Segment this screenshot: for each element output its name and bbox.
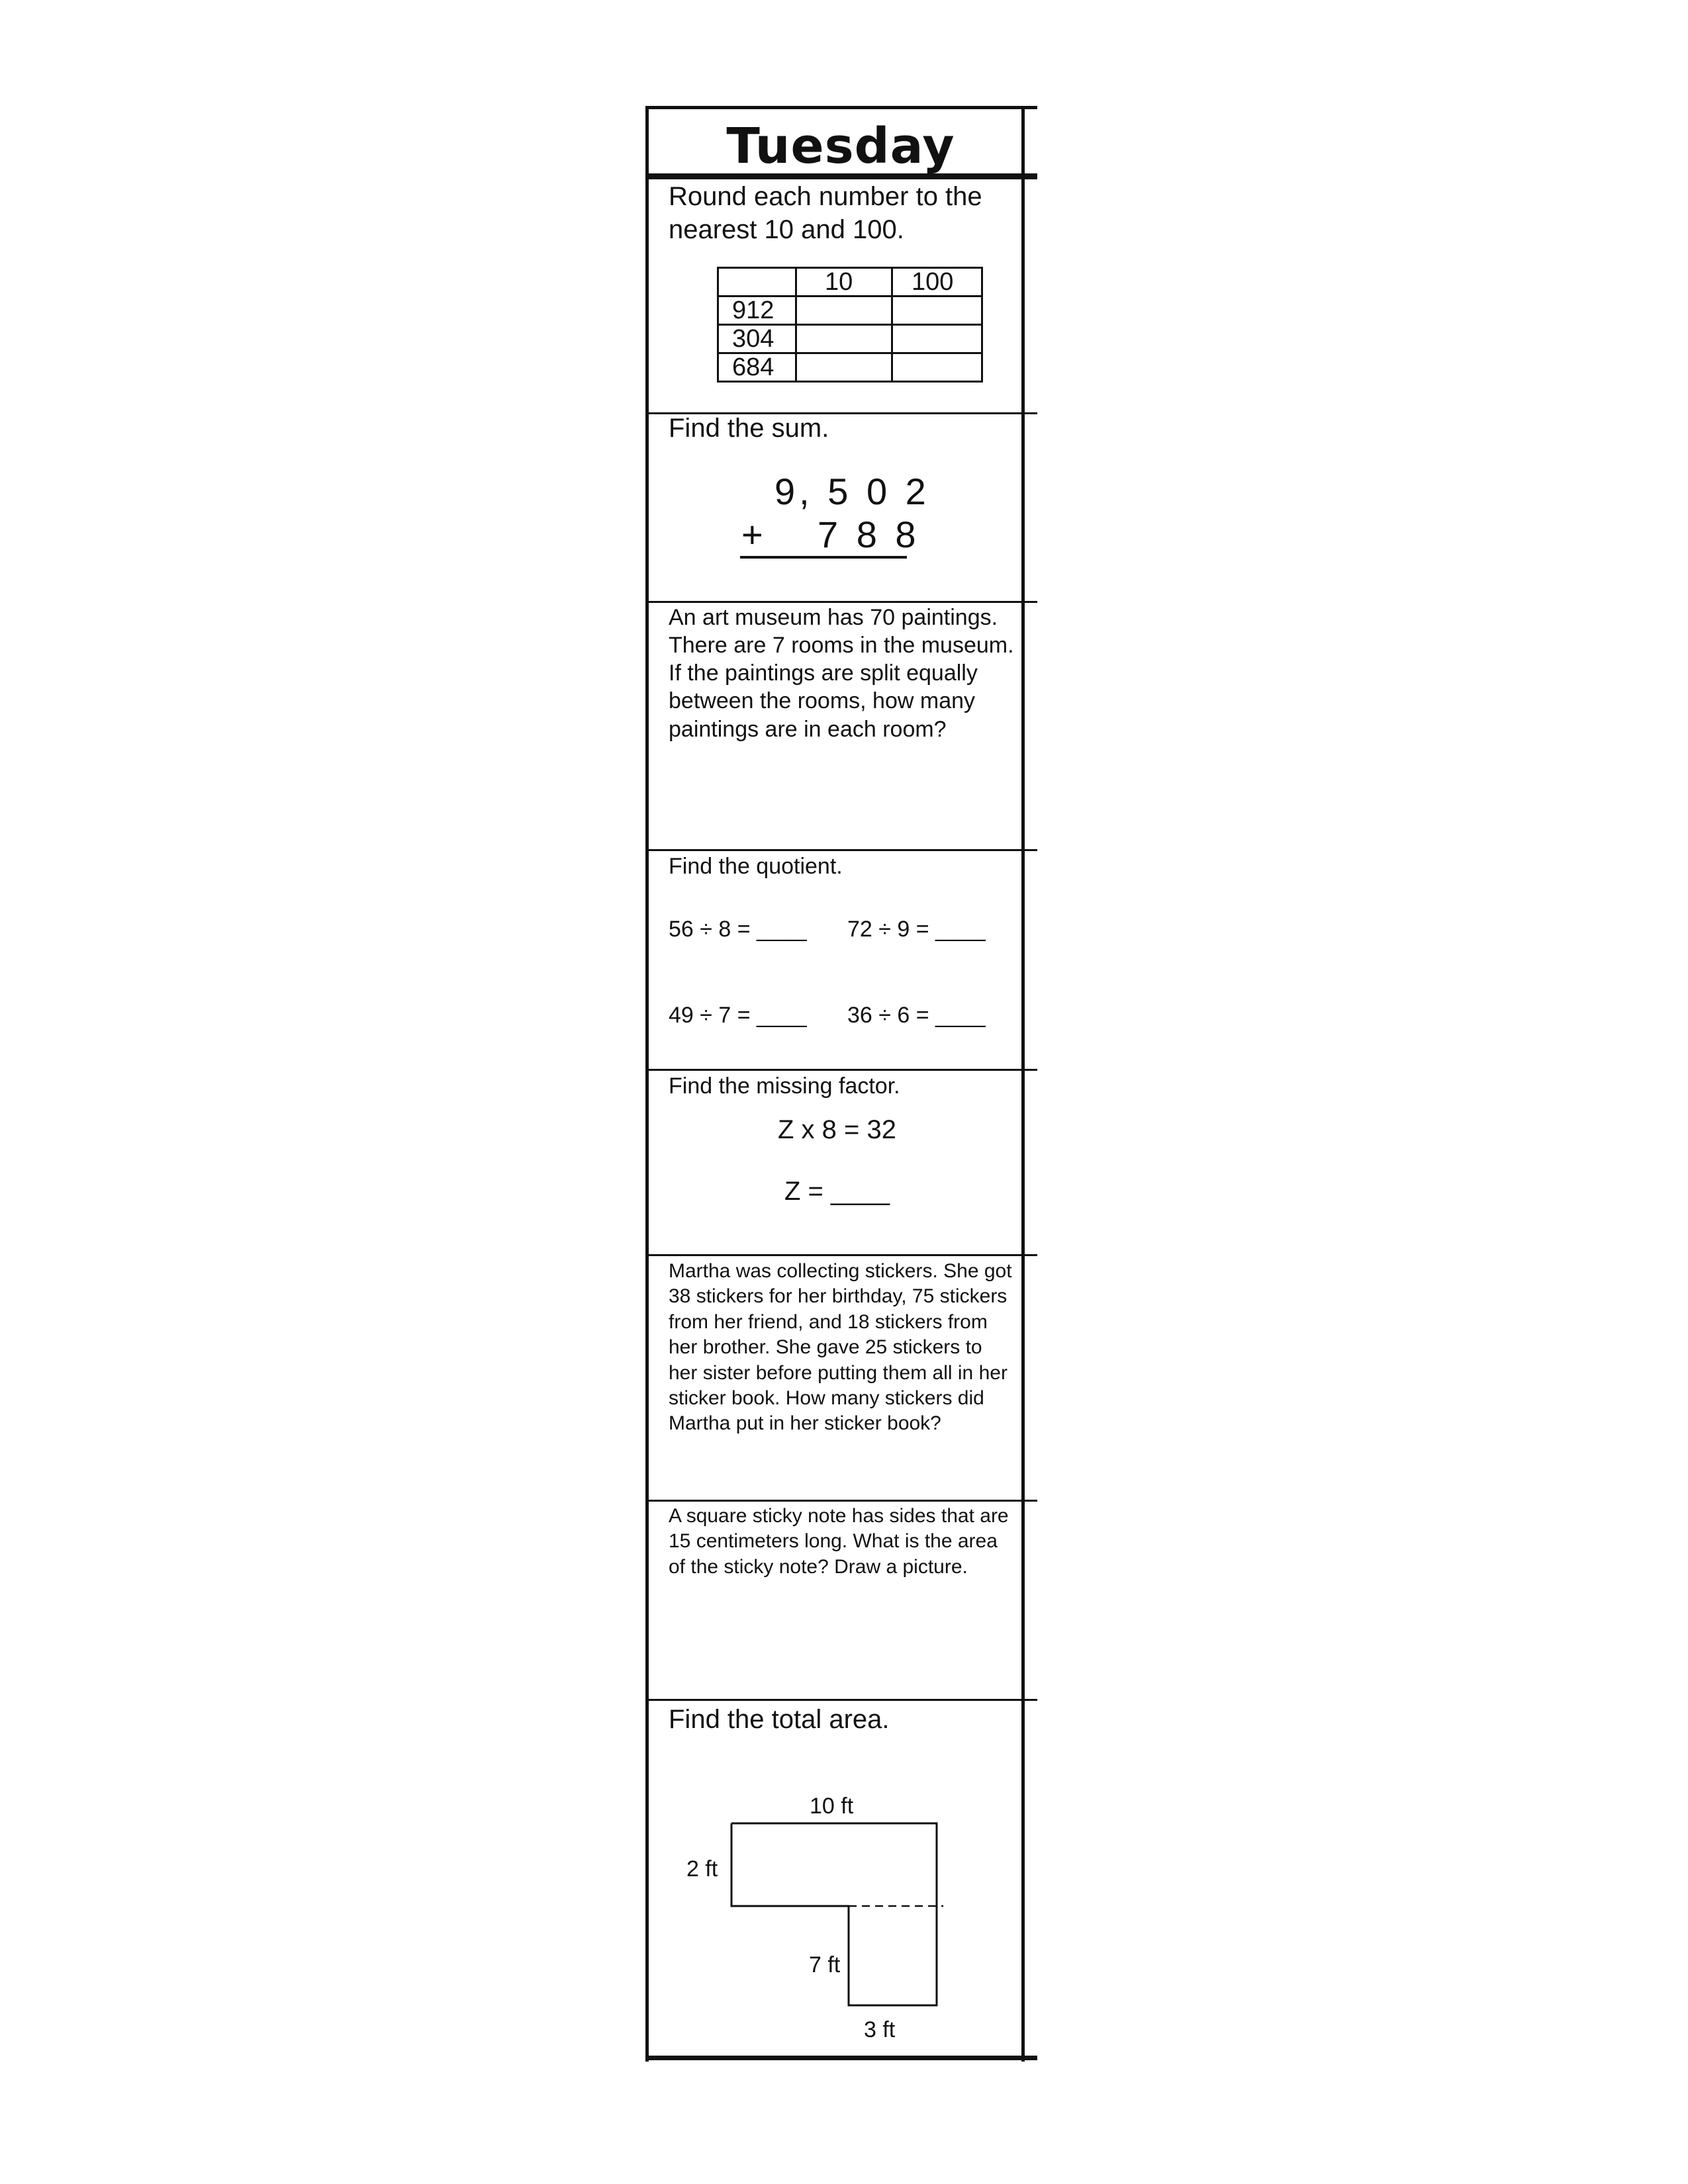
table-cell: 684	[718, 353, 796, 382]
divider-2	[645, 601, 1037, 603]
answer-cell[interactable]	[796, 353, 892, 382]
area-label-left: 2 ft	[686, 1856, 718, 1882]
rounding-prompt: Round each number to the nearest 10 and 100.	[669, 182, 982, 244]
frame-bottom-border	[645, 2056, 1037, 2060]
table-header-cell	[718, 268, 796, 296]
table-row	[718, 325, 982, 353]
answer-cell[interactable]	[892, 296, 982, 325]
quotient-problem-1: 56 ÷ 8 = ____	[669, 917, 807, 942]
sticky-note-problem-text: A square sticky note has sides that are 15 centimeters long. What is the area of the sticky note? Draw a picture.	[669, 1505, 1009, 1578]
factor-answer: Z = ____	[784, 1177, 890, 1206]
divider-5	[645, 1254, 1037, 1256]
area-label-middle: 7 ft	[809, 1952, 841, 1978]
table-cell: 912	[718, 296, 796, 325]
sum-bottom-number: 7 8 8	[818, 514, 920, 555]
frame-left-border	[645, 106, 649, 2062]
sum-underline	[740, 556, 907, 559]
museum-problem-text: An art museum has 70 paintings. There are 7 rooms in the museum. If the paintings are split equally between the rooms, how many paintings are in each room?	[669, 605, 1014, 742]
area-label-bottom: 3 ft	[864, 2017, 896, 2042]
divider-4	[645, 1069, 1037, 1071]
divider-3	[645, 849, 1037, 851]
answer-cell[interactable]	[796, 296, 892, 325]
factor-equation: Z x 8 = 32	[778, 1115, 896, 1144]
answer-cell[interactable]	[796, 325, 892, 353]
area-label-top: 10 ft	[810, 1794, 854, 1819]
table-row	[718, 268, 982, 296]
quotient-problem-4: 36 ÷ 6 = ____	[847, 1003, 986, 1028]
page-title: Tuesday	[726, 118, 955, 175]
quotient-problem-2: 72 ÷ 9 = ____	[847, 917, 986, 942]
answer-cell[interactable]	[892, 353, 982, 382]
factor-prompt: Find the missing factor.	[669, 1073, 900, 1099]
table-header-cell: 10	[796, 268, 892, 296]
frame-top-border	[645, 106, 1037, 109]
table-row	[718, 353, 982, 382]
table-row	[718, 296, 982, 325]
stickers-problem-text: Martha was collecting stickers. She got 38 stickers for her birthday, 75 stickers from her friend, and 18 stickers from her brother. She gave 25 stickers to her sister before putting them all in her sticker book. How many stickers did Martha put in her sticker book?	[669, 1260, 1012, 1435]
quotient-prompt: Find the quotient.	[669, 854, 843, 879]
divider-6	[645, 1500, 1037, 1502]
sum-top-number: 9, 5 0 2	[774, 471, 930, 512]
divider-7	[645, 1699, 1037, 1701]
sum-prompt: Find the sum.	[669, 414, 829, 443]
area-figure	[722, 1813, 947, 2012]
table-cell: 304	[718, 325, 796, 353]
answer-cell[interactable]	[892, 325, 982, 353]
area-prompt: Find the total area.	[669, 1705, 890, 1734]
rounding-table	[717, 267, 983, 383]
table-header-cell: 100	[892, 268, 982, 296]
sum-operator: +	[741, 514, 767, 555]
quotient-problem-3: 49 ÷ 7 = ____	[669, 1003, 807, 1028]
